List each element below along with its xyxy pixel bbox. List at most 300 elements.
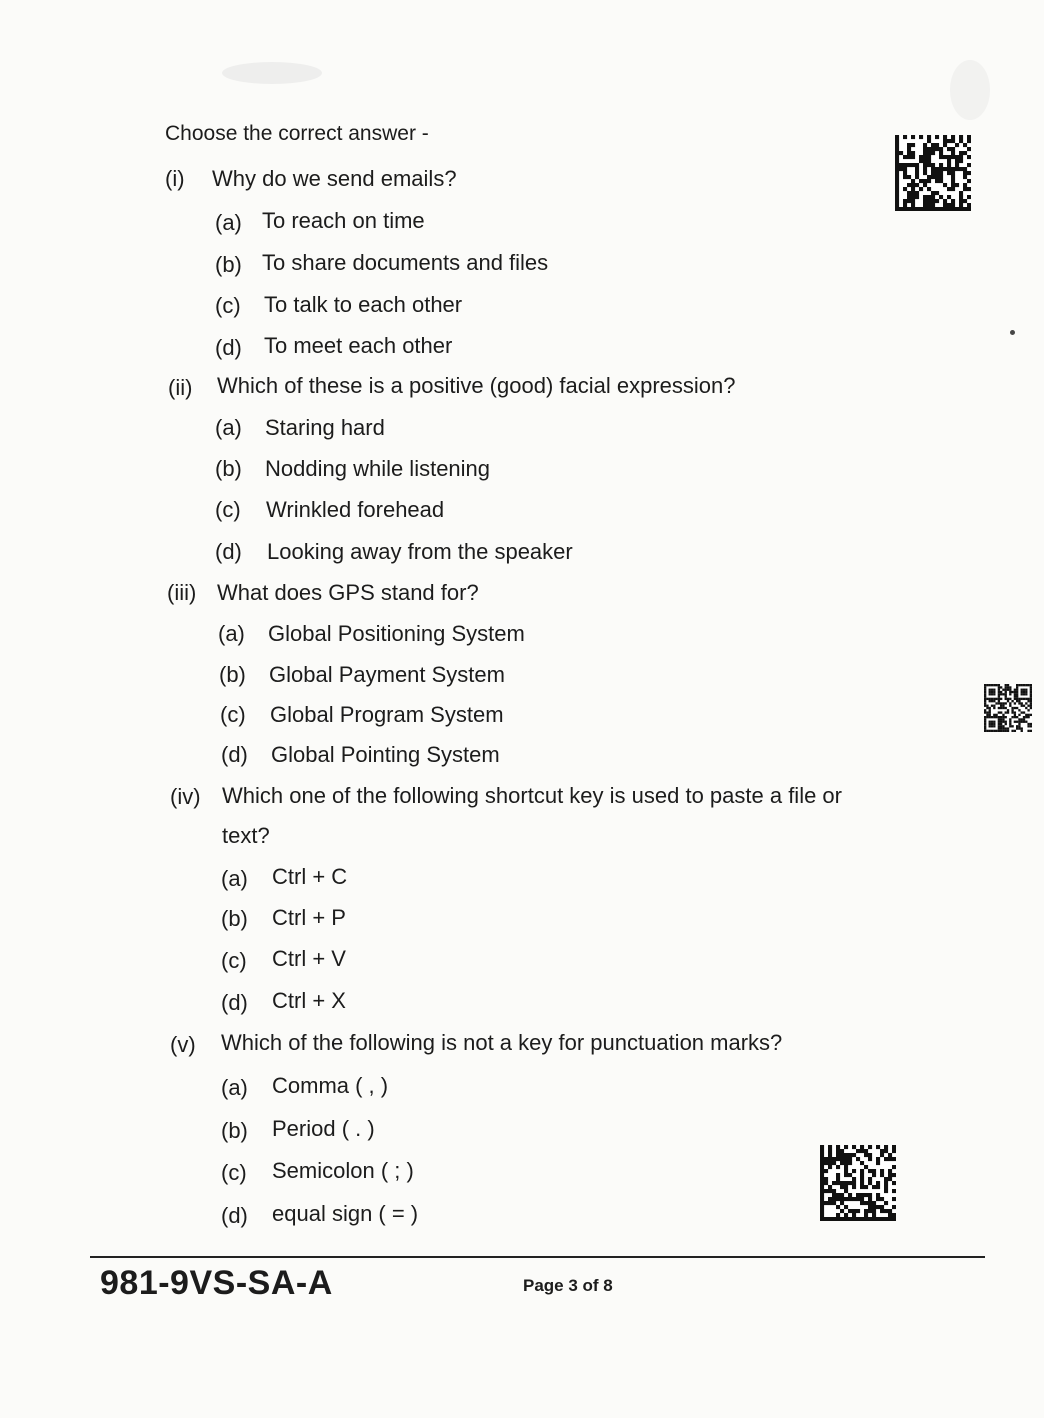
code-module xyxy=(1002,693,1004,695)
code-module xyxy=(998,730,1000,732)
code-module xyxy=(1018,714,1020,716)
option-letter: (b) xyxy=(215,456,242,481)
code-module xyxy=(832,1197,836,1201)
code-module xyxy=(959,203,963,207)
code-module xyxy=(840,1185,844,1189)
code-module xyxy=(856,1209,860,1213)
code-module xyxy=(868,1205,872,1209)
option-letter: (a) xyxy=(215,210,242,235)
code-module xyxy=(1000,721,1002,723)
code-module xyxy=(864,1201,868,1205)
code-module xyxy=(892,1157,896,1161)
code-module xyxy=(888,1157,892,1161)
code-module xyxy=(923,195,927,199)
code-module xyxy=(947,159,951,163)
code-module xyxy=(860,1145,864,1149)
code-module xyxy=(1030,698,1032,700)
code-module xyxy=(824,1157,828,1161)
code-module xyxy=(895,195,899,199)
code-module xyxy=(995,698,997,700)
code-module xyxy=(828,1157,832,1161)
code-module xyxy=(828,1185,832,1189)
code-module xyxy=(836,1213,840,1217)
code-module xyxy=(931,147,935,151)
code-module xyxy=(1025,714,1027,716)
code-module xyxy=(967,179,971,183)
code-module xyxy=(923,203,927,207)
code-module xyxy=(899,167,903,171)
option-letter: (a) xyxy=(218,621,245,646)
code-module xyxy=(991,716,993,718)
scan-smudge xyxy=(950,60,990,120)
code-module xyxy=(1018,709,1020,711)
code-module xyxy=(836,1149,840,1153)
code-module xyxy=(1009,718,1011,720)
code-module xyxy=(963,199,967,203)
code-module xyxy=(899,163,903,167)
code-module xyxy=(840,1201,844,1205)
code-module xyxy=(951,155,955,159)
code-module xyxy=(986,698,988,700)
code-module xyxy=(1000,727,1002,729)
code-module xyxy=(1000,716,1002,718)
code-module xyxy=(907,195,911,199)
code-module xyxy=(903,155,907,159)
code-module xyxy=(911,199,915,203)
code-module xyxy=(820,1161,824,1165)
code-module xyxy=(1021,691,1023,693)
code-module xyxy=(1018,721,1020,723)
code-module xyxy=(852,1145,856,1149)
page-number: Page 3 of 8 xyxy=(523,1276,613,1295)
code-module xyxy=(923,151,927,155)
code-module xyxy=(939,167,943,171)
code-module xyxy=(1007,711,1009,713)
code-module xyxy=(993,725,995,727)
code-module xyxy=(989,714,991,716)
option-letter: (c) xyxy=(215,293,241,318)
code-module xyxy=(986,730,988,732)
code-module xyxy=(868,1201,872,1205)
code-module xyxy=(998,716,1000,718)
code-module xyxy=(1000,707,1002,709)
code-module xyxy=(1023,721,1025,723)
code-module xyxy=(993,698,995,700)
code-module xyxy=(903,207,907,211)
code-module xyxy=(860,1185,864,1189)
code-module xyxy=(895,147,899,151)
code-module xyxy=(1002,707,1004,709)
code-module xyxy=(1014,691,1016,693)
code-module xyxy=(911,195,915,199)
code-module xyxy=(1009,721,1011,723)
code-module xyxy=(907,199,911,203)
code-module xyxy=(844,1197,848,1201)
code-module xyxy=(1018,700,1020,702)
code-module xyxy=(935,147,939,151)
code-module xyxy=(1030,691,1032,693)
code-module xyxy=(1005,716,1007,718)
code-module xyxy=(967,187,971,191)
code-module xyxy=(959,139,963,143)
code-module xyxy=(931,143,935,147)
code-module xyxy=(939,155,943,159)
code-module xyxy=(895,183,899,187)
code-module xyxy=(935,207,939,211)
code-module xyxy=(840,1161,844,1165)
code-module xyxy=(939,171,943,175)
code-module xyxy=(1009,702,1011,704)
code-module xyxy=(955,183,959,187)
code-module xyxy=(884,1177,888,1181)
code-module xyxy=(951,175,955,179)
code-module xyxy=(824,1201,828,1205)
code-module xyxy=(993,684,995,686)
code-module xyxy=(927,155,931,159)
code-module xyxy=(864,1149,868,1153)
code-module xyxy=(963,175,967,179)
code-module xyxy=(915,195,919,199)
code-module xyxy=(1027,698,1029,700)
code-module xyxy=(892,1181,896,1185)
code-module xyxy=(984,723,986,725)
code-module xyxy=(923,155,927,159)
code-module xyxy=(1023,698,1025,700)
code-module xyxy=(872,1217,876,1221)
code-module xyxy=(1030,707,1032,709)
option-text: Semicolon ( ; ) xyxy=(272,1158,414,1183)
code-module xyxy=(935,179,939,183)
code-module xyxy=(1023,689,1025,691)
code-module xyxy=(939,207,943,211)
option-text: Ctrl + V xyxy=(272,946,346,971)
code-module xyxy=(951,167,955,171)
option-text: To reach on time xyxy=(262,208,425,233)
code-module xyxy=(1025,691,1027,693)
code-module xyxy=(998,698,1000,700)
code-module xyxy=(884,1189,888,1193)
code-module xyxy=(892,1197,896,1201)
code-module xyxy=(967,203,971,207)
code-module xyxy=(989,721,991,723)
code-module xyxy=(872,1209,876,1213)
code-module xyxy=(935,199,939,203)
code-module xyxy=(998,723,1000,725)
code-module xyxy=(1021,711,1023,713)
code-module xyxy=(1009,725,1011,727)
code-module xyxy=(927,203,931,207)
code-module xyxy=(991,698,993,700)
code-module xyxy=(836,1173,840,1177)
code-module xyxy=(1016,691,1018,693)
code-module xyxy=(991,693,993,695)
code-module xyxy=(1030,693,1032,695)
code-module xyxy=(868,1169,872,1173)
code-module xyxy=(1007,684,1009,686)
code-module xyxy=(998,725,1000,727)
code-module xyxy=(832,1189,836,1193)
code-module xyxy=(1011,716,1013,718)
code-module xyxy=(872,1173,876,1177)
code-module xyxy=(989,725,991,727)
code-module xyxy=(832,1217,836,1221)
code-module xyxy=(1014,689,1016,691)
code-module xyxy=(923,147,927,151)
code-module xyxy=(1007,686,1009,688)
code-module xyxy=(820,1157,824,1161)
code-module xyxy=(984,689,986,691)
code-module xyxy=(860,1149,864,1153)
code-module xyxy=(1027,723,1029,725)
code-module xyxy=(947,155,951,159)
code-module xyxy=(967,135,971,139)
code-module xyxy=(1030,689,1032,691)
code-module xyxy=(1023,718,1025,720)
code-module xyxy=(915,183,919,187)
code-module xyxy=(864,1193,868,1197)
code-module xyxy=(820,1189,824,1193)
code-module xyxy=(884,1181,888,1185)
code-module xyxy=(868,1145,872,1149)
option-letter: (c) xyxy=(220,702,246,727)
code-module xyxy=(832,1193,836,1197)
code-module xyxy=(1027,725,1029,727)
code-module xyxy=(820,1177,824,1181)
code-module xyxy=(986,711,988,713)
option-letter: (c) xyxy=(215,497,241,522)
code-module xyxy=(1023,705,1025,707)
option-letter: (d) xyxy=(215,539,242,564)
code-module xyxy=(864,1153,868,1157)
code-module xyxy=(986,714,988,716)
code-module xyxy=(907,143,911,147)
code-module xyxy=(951,147,955,151)
code-module xyxy=(832,1157,836,1161)
code-module xyxy=(993,700,995,702)
code-module xyxy=(1005,702,1007,704)
code-module xyxy=(935,143,939,147)
code-module xyxy=(1002,714,1004,716)
code-module xyxy=(931,175,935,179)
code-module xyxy=(1025,698,1027,700)
option-letter: (d) xyxy=(215,335,242,360)
code-module xyxy=(895,199,899,203)
code-module xyxy=(915,171,919,175)
code-module xyxy=(1009,686,1011,688)
code-module xyxy=(927,195,931,199)
code-module xyxy=(998,727,1000,729)
code-module xyxy=(995,716,997,718)
code-module xyxy=(836,1181,840,1185)
code-module xyxy=(989,691,991,693)
option-text: Global Program System xyxy=(270,702,504,727)
code-module xyxy=(820,1217,824,1221)
code-module xyxy=(864,1165,868,1169)
code-module xyxy=(935,175,939,179)
code-module xyxy=(939,175,943,179)
code-module xyxy=(923,143,927,147)
code-module xyxy=(963,171,967,175)
code-module xyxy=(895,155,899,159)
code-module xyxy=(931,167,935,171)
question-text: Why do we send emails? xyxy=(212,166,457,191)
code-module xyxy=(951,139,955,143)
code-module xyxy=(884,1201,888,1205)
code-module xyxy=(993,705,995,707)
code-module xyxy=(1030,700,1032,702)
option-text: Global Pointing System xyxy=(271,742,500,767)
code-module xyxy=(951,187,955,191)
code-module xyxy=(1018,698,1020,700)
code-module xyxy=(1021,721,1023,723)
code-module xyxy=(923,163,927,167)
code-module xyxy=(1023,716,1025,718)
code-module xyxy=(864,1213,868,1217)
code-module xyxy=(911,143,915,147)
code-module xyxy=(1005,721,1007,723)
code-module xyxy=(991,684,993,686)
code-module xyxy=(915,167,919,171)
code-module xyxy=(955,143,959,147)
code-module xyxy=(820,1185,824,1189)
code-module xyxy=(1023,693,1025,695)
code-module xyxy=(943,155,947,159)
question-number: (ii) xyxy=(168,375,193,400)
code-module xyxy=(989,693,991,695)
code-module xyxy=(1002,721,1004,723)
question-text: What does GPS stand for? xyxy=(217,580,479,605)
option-text: Comma ( , ) xyxy=(272,1073,389,1098)
code-module xyxy=(993,723,995,725)
option-text: Ctrl + X xyxy=(272,988,346,1013)
code-module xyxy=(860,1173,864,1177)
code-module xyxy=(820,1169,824,1173)
code-module xyxy=(848,1157,852,1161)
code-module xyxy=(967,171,971,175)
code-module xyxy=(836,1157,840,1161)
code-module xyxy=(1021,702,1023,704)
code-module xyxy=(1014,721,1016,723)
code-module xyxy=(892,1165,896,1169)
code-module xyxy=(1009,693,1011,695)
code-module xyxy=(984,721,986,723)
code-module xyxy=(868,1209,872,1213)
code-module xyxy=(943,143,947,147)
code-module xyxy=(911,187,915,191)
option-text: To talk to each other xyxy=(264,292,463,317)
code-module xyxy=(931,199,935,203)
code-module xyxy=(895,191,899,195)
code-module xyxy=(959,155,963,159)
code-module xyxy=(880,1209,884,1213)
option-letter: (d) xyxy=(221,1203,248,1228)
code-module xyxy=(955,155,959,159)
code-module xyxy=(1011,707,1013,709)
code-module xyxy=(892,1149,896,1153)
code-module xyxy=(828,1189,832,1193)
code-module xyxy=(1002,725,1004,727)
code-module xyxy=(1016,721,1018,723)
code-module xyxy=(998,718,1000,720)
qr-code-side xyxy=(984,684,1032,732)
code-module xyxy=(868,1217,872,1221)
code-module xyxy=(1000,698,1002,700)
code-module xyxy=(1000,705,1002,707)
option-letter: (b) xyxy=(219,662,246,687)
code-module xyxy=(892,1205,896,1209)
code-module xyxy=(895,159,899,163)
code-module xyxy=(951,183,955,187)
code-module xyxy=(860,1201,864,1205)
code-module xyxy=(984,730,986,732)
code-module xyxy=(967,207,971,211)
code-module xyxy=(1021,698,1023,700)
code-module xyxy=(951,203,955,207)
code-module xyxy=(820,1165,824,1169)
code-module xyxy=(984,725,986,727)
code-module xyxy=(820,1197,824,1201)
code-module xyxy=(963,151,967,155)
code-module xyxy=(1002,705,1004,707)
code-module xyxy=(911,179,915,183)
code-module xyxy=(911,155,915,159)
code-module xyxy=(1000,730,1002,732)
code-module xyxy=(911,151,915,155)
code-module xyxy=(1018,702,1020,704)
question-text: Which of the following is not a key for punctuation marks? xyxy=(221,1030,783,1055)
code-module xyxy=(989,716,991,718)
code-module xyxy=(907,207,911,211)
option-letter: (b) xyxy=(215,252,242,277)
code-module xyxy=(872,1213,876,1217)
code-module xyxy=(840,1197,844,1201)
code-module xyxy=(947,207,951,211)
code-module xyxy=(955,167,959,171)
option-letter: (a) xyxy=(215,415,242,440)
code-module xyxy=(1007,730,1009,732)
question-text: Which of these is a positive (good) facial expression? xyxy=(217,373,736,398)
code-module xyxy=(1000,691,1002,693)
code-module xyxy=(989,700,991,702)
code-module xyxy=(986,707,988,709)
option-text: To meet each other xyxy=(264,333,453,358)
code-module xyxy=(963,167,967,171)
code-module xyxy=(911,203,915,207)
code-module xyxy=(951,199,955,203)
code-module xyxy=(884,1217,888,1221)
code-module xyxy=(828,1153,832,1157)
code-module xyxy=(991,689,993,691)
code-module xyxy=(993,721,995,723)
code-module xyxy=(1016,725,1018,727)
code-module xyxy=(876,1157,880,1161)
code-module xyxy=(995,684,997,686)
code-module xyxy=(860,1193,864,1197)
code-module xyxy=(989,698,991,700)
code-module xyxy=(876,1185,880,1189)
option-text: Ctrl + C xyxy=(272,864,348,889)
code-module xyxy=(840,1153,844,1157)
code-module xyxy=(852,1217,856,1221)
code-module xyxy=(1014,711,1016,713)
option-letter: (b) xyxy=(221,1118,248,1143)
code-module xyxy=(1014,707,1016,709)
code-module xyxy=(984,716,986,718)
code-module xyxy=(1002,730,1004,732)
code-module xyxy=(911,183,915,187)
code-module xyxy=(1030,730,1032,732)
code-module xyxy=(943,207,947,211)
